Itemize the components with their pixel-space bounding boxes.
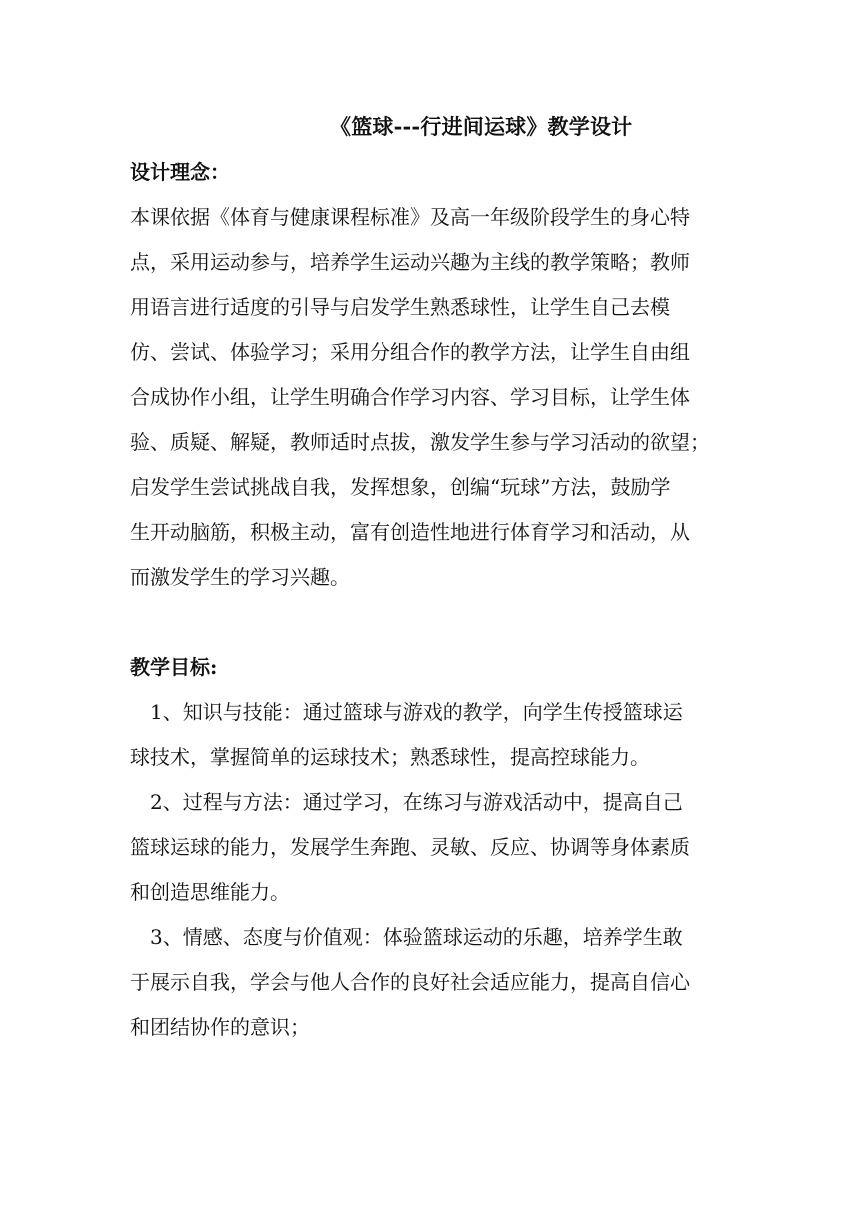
paragraph-line: 点，采用运动参与，培养学生运动兴趣为主线的教学策略；教师 — [130, 250, 690, 274]
paragraph-line: 用语言进行适度的引导与启发学生熟悉球性，让学生自己去模 — [130, 295, 670, 319]
paragraph-line: 而激发学生的学习兴趣。 — [130, 565, 350, 589]
section-heading-design-concept: 设计理念： — [130, 160, 230, 184]
goal-item-line: 3、情感、态度与价值观：体验篮球运动的乐趣，培养学生敢 — [150, 925, 683, 949]
paragraph-line: 验、质疑、解疑，教师适时点拔，激发学生参与学习活动的欲望； — [130, 430, 710, 454]
paragraph-line: 仿、尝试、体验学习；采用分组合作的教学方法，让学生自由组 — [130, 340, 690, 364]
paragraph-line: 合成协作小组，让学生明确合作学习内容、学习目标，让学生体 — [130, 385, 690, 409]
paragraph-line: 生开动脑筋，积极主动，富有创造性地进行体育学习和活动，从 — [130, 520, 690, 544]
paragraph-line: 启发学生尝试挑战自我，发挥想象，创编“玩球”方法，鼓励学 — [130, 475, 671, 499]
goal-item-line: 和团结协作的意识； — [130, 1015, 310, 1039]
section-heading-teaching-goals: 教学目标: — [130, 655, 218, 679]
goal-item-line: 2、过程与方法：通过学习，在练习与游戏活动中，提高自己 — [150, 790, 683, 814]
goal-item-line: 于展示自我，学会与他人合作的良好社会适应能力，提高自信心 — [130, 970, 690, 994]
document-title: 《篮球---行进间运球》教学设计 — [330, 114, 633, 139]
goal-item-line: 篮球运球的能力，发展学生奔跑、灵敏、反应、协调等身体素质 — [130, 835, 690, 859]
goal-item-line: 和创造思维能力。 — [130, 880, 290, 904]
paragraph-line: 本课依据《体育与健康课程标准》及高一年级阶段学生的身心特 — [130, 205, 690, 229]
goal-item-line: 1、知识与技能：通过篮球与游戏的教学，向学生传授篮球运 — [150, 700, 683, 724]
goal-item-line: 球技术，掌握简单的运球技术；熟悉球性，提高控球能力。 — [130, 745, 650, 769]
